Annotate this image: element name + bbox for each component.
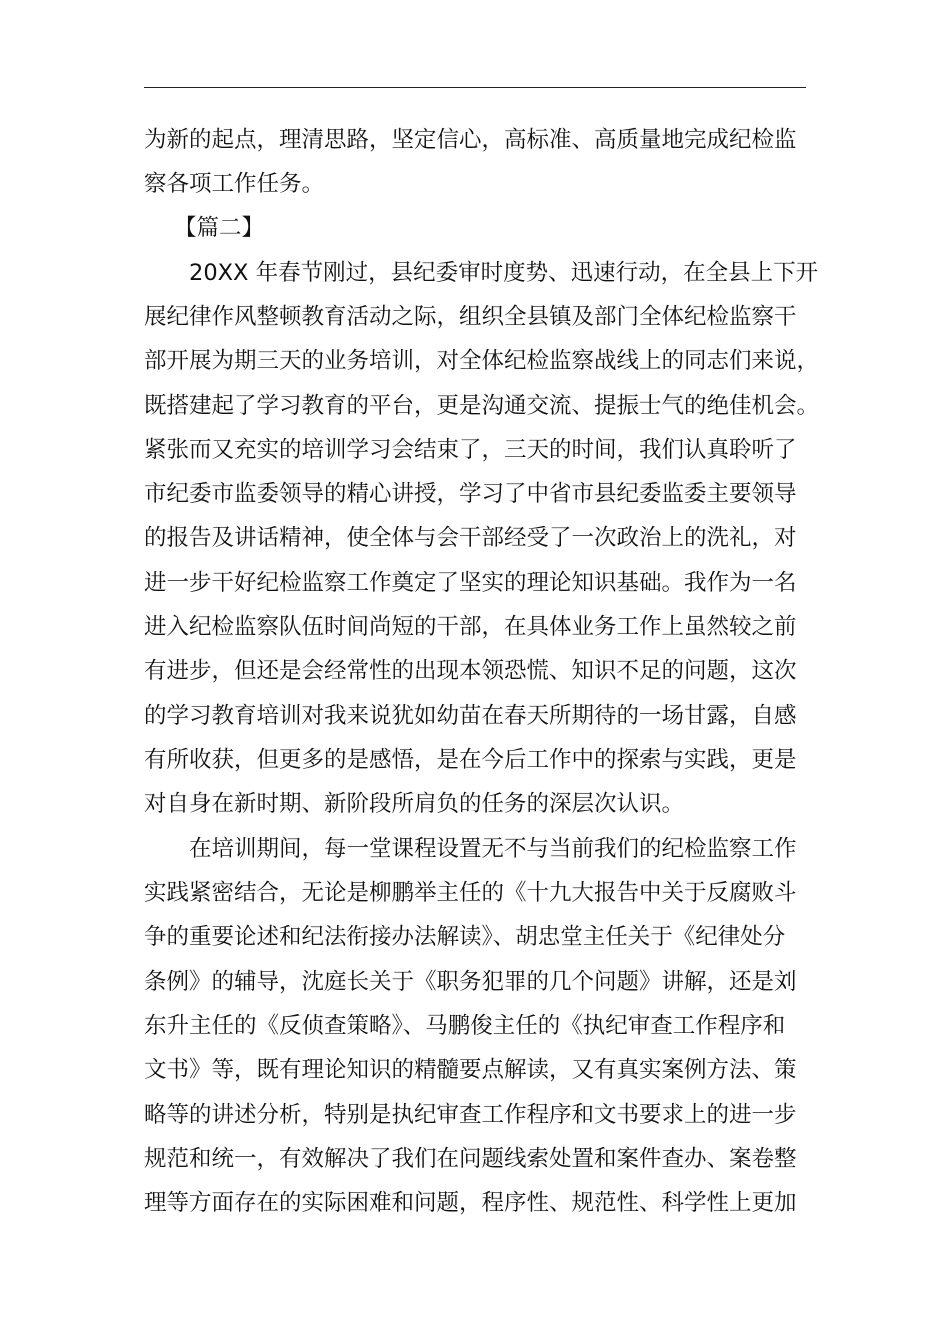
paragraph2-line-2: 实践紧密结合，无论是柳鹏举主任的《十九大报告中关于反腐败斗 [144,880,797,906]
paragraph2-line-5: 东升主任的《反侦查策略》、马鹏俊主任的《执纪审查工作程序和 [144,1013,786,1039]
paragraph2-line-1: 在培训期间，每一堂课程设置无不与当前我们的纪检监察工作 [189,836,797,862]
paragraph1-line-3: 部开展为期三天的业务培训，对全体纪检监察战线上的同志们来说， [144,348,820,374]
paragraph1-line-12: 有所收获，但更多的是感悟，是在今后工作中的探索与实践，更是 [144,747,797,773]
paragraph1-line-13: 对自身在新时期、新阶段所肩负的任务的深层次认识。 [144,791,685,817]
paragraph2-line-8: 规范和统一，有效解决了我们在问题线索处置和案件查办、案卷整 [144,1146,797,1172]
paragraph1-line-1: 20XX 年春节刚过，县纪委审时度势、迅速行动，在全县上下开 [189,260,819,286]
paragraph2-line-6: 文书》等，既有理论知识的精髓要点解读，又有真实案例方法、策 [144,1057,797,1083]
intro-line-1: 为新的起点，理清思路，坚定信心，高标准、高质量地完成纪检监 [144,127,797,153]
header-divider [144,87,806,88]
paragraph2-line-3: 争的重要论述和纪法衔接办法解读》、胡忠堂主任关于《纪律处分 [144,924,786,950]
paragraph1-line-4: 既搭建起了学习教育的平台，更是沟通交流、提振士气的绝佳机会。 [144,393,820,419]
section-heading: 【篇二】 [174,215,265,241]
paragraph2-line-4: 条例》的辅导，沈庭长关于《职务犯罪的几个问题》讲解，还是刘 [144,969,797,995]
paragraph1-line-5: 紧张而又充实的培训学习会结束了，三天的时间，我们认真聆听了 [144,437,797,463]
paragraph1-line-7: 的报告及讲话精神，使全体与会干部经受了一次政治上的洗礼，对 [144,525,797,551]
paragraph1-line-8: 进一步干好纪检监察工作奠定了坚实的理论知识基础。我作为一名 [144,570,797,596]
intro-line-2: 察各项工作任务。 [144,171,325,197]
paragraph1-line-11: 的学习教育培训对我来说犹如幼苗在春天所期待的一场甘露，自感 [144,703,797,729]
paragraph1-line-2: 展纪律作风整顿教育活动之际，组织全县镇及部门全体纪检监察干 [144,304,797,330]
paragraph2-line-7: 略等的讲述分析，特别是执纪审查工作程序和文书要求上的进一步 [144,1102,797,1128]
paragraph1-line-9: 进入纪检监察队伍时间尚短的干部，在具体业务工作上虽然较之前 [144,614,797,640]
paragraph1-line-10: 有进步，但还是会经常性的出现本领恐慌、知识不足的问题，这次 [144,658,797,684]
paragraph1-line-6: 市纪委市监委领导的精心讲授，学习了中省市县纪委监委主要领导 [144,481,797,507]
paragraph2-line-9: 理等方面存在的实际困难和问题，程序性、规范性、科学性上更加 [144,1190,797,1216]
